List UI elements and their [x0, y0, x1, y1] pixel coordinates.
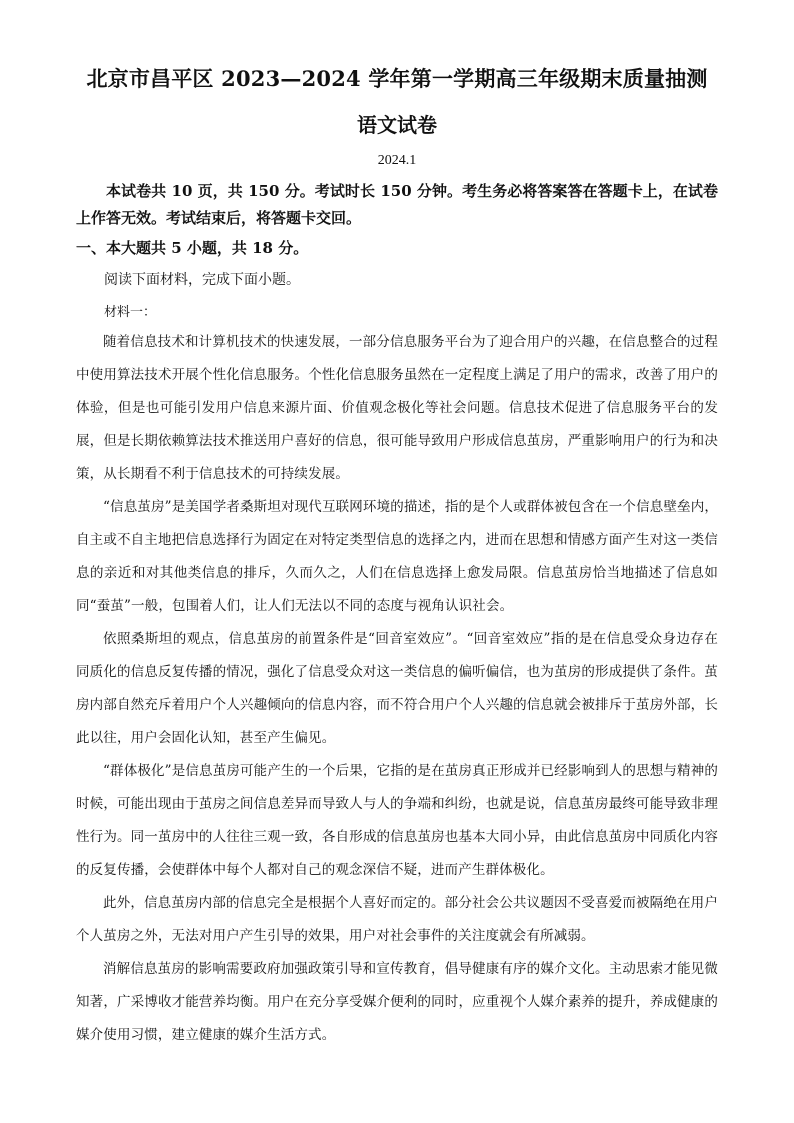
material-paragraph: 随着信息技术和计算机技术的快速发展，一部分信息服务平台为了迎合用户的兴趣，在信息整合的过程中使用算法技术开展个性化信息服务。个性化信息服务虽然在一定程度上满足了用户的需求，改善了用户的体验，但是也可能引发用户信息来源片面、价值观念极化等社会问题。信息技术促进了信息服务平台的发展，但是长期依赖算法技术推送用户喜好的信息，很可能导致用户形成信息茧房，严重影响用户的行为和决策，从长期看不利于信息技术的可持续发展。 [76, 334, 718, 482]
material-paragraph: “群体极化”是信息茧房可能产生的一个后果，它指的是在茧房真正形成并已经影响到人的思想与精神的时候，可能出现由于茧房之间信息差异而导致人与人的争端和纠纷，也就是说，信息茧房最终可能导致非理性行为。同一茧房中的人往往三观一致，各自形成的信息茧房也基本大同小异，由此信息茧房中同质化内容的反复传播，会使群体中每个人都对自己的观念深信不疑，进而产生群体极化。 [76, 763, 718, 878]
exam-notice: 本试卷共 10 页，共 150 分。考试时长 150 分钟。考生务必将答案答在答题卡上，在试卷上作答无效。考试结束后，将答题卡交回。 [76, 182, 718, 227]
material-paragraph: 依照桑斯坦的观点，信息茧房的前置条件是“回音室效应”。“回音室效应”指的是在信息受众身边存在同质化的信息反复传播的情况，强化了信息受众对这一类信息的偏听偏信，也为茧房的形成提供了条件。茧房内部自然充斥着用户个人兴趣倾向的信息内容，而不符合用户个人兴趣的信息就会被排斥于茧房外部，长此以往，用户会固化认知，甚至产生偏见。 [76, 631, 718, 746]
material-label: 材料一： [104, 305, 157, 320]
material-paragraph: 消解信息茧房的影响需要政府加强政策引导和宣传教育，倡导健康有序的媒介文化。主动思索才能见微知著，广采博收才能营养均衡。用户在充分享受媒介便利的同时，应重视个人媒介素养的提升，养成健康的媒介使用习惯，建立健康的媒介生活方式。 [76, 961, 718, 1043]
exam-page [76, 62, 718, 1052]
material-paragraph: “信息茧房”是美国学者桑斯坦对现代互联网环境的描述，指的是个人或群体被包含在一个信息壁垒内，自主或不自主地把信息选择行为固定在对特定类型信息的选择之内，进而在思想和情感方面产生对这一类信息的亲近和对其他类信息的排斥，久而久之，人们在信息选择上愈发局限。信息茧房恰当地描述了信息如同“蚕茧”一般，包围着人们，让人们无法以不同的态度与视角认识社会。 [76, 499, 718, 614]
exam-date: 2024.1 [377, 153, 417, 168]
section-heading: 一、本大题共 5 小题，共 18 分。 [76, 239, 309, 257]
exam-subtitle: 语文试卷 [357, 113, 437, 137]
reading-instruction: 阅读下面材料，完成下面小题。 [104, 272, 300, 288]
exam-title: 北京市昌平区 2023—2024 学年第一学期高三年级期末质量抽测 [86, 66, 708, 91]
material-paragraph: 此外，信息茧房内部的信息完全是根据个人喜好而定的。部分社会公共议题因不受喜爱而被隔绝在用户个人茧房之外，无法对用户产生引导的效果，用户对社会事件的关注度就会有所减弱。 [76, 895, 718, 944]
